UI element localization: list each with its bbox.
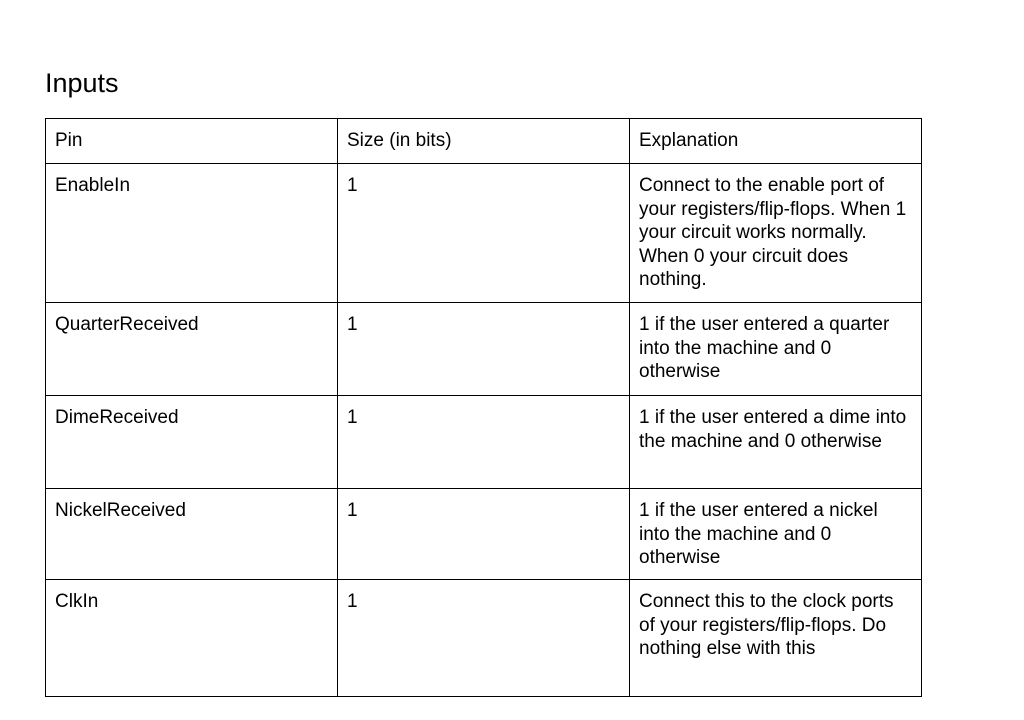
inputs-table: [45, 118, 922, 697]
table-row: [46, 489, 922, 580]
column-header-size: Size (in bits): [338, 119, 630, 164]
section-heading: Inputs: [45, 68, 119, 98]
column-header-explanation: Explanation: [630, 119, 922, 164]
explanation-cell: 1 if the user entered a dime into the machine and 0 otherwise: [630, 396, 922, 489]
pin-cell: DimeReceived: [46, 396, 338, 489]
explanation-cell: 1 if the user entered a nickel into the machine and 0 otherwise: [630, 489, 922, 580]
pin-cell: EnableIn: [46, 164, 338, 303]
column-header-pin: Pin: [46, 119, 338, 164]
size-cell: 1: [338, 580, 630, 697]
size-cell: 1: [338, 164, 630, 303]
table-row: [46, 303, 922, 396]
table-row: [46, 164, 922, 303]
size-cell: 1: [338, 489, 630, 580]
explanation-cell: Connect this to the clock ports of your registers/flip-flops. Do nothing else with this: [630, 580, 922, 697]
explanation-cell: 1 if the user entered a quarter into the machine and 0 otherwise: [630, 303, 922, 396]
pin-cell: ClkIn: [46, 580, 338, 697]
table-header-row: [46, 119, 922, 164]
explanation-cell: Connect to the enable port of your registers/flip-flops. When 1 your circuit works normally. When 0 your circuit does nothing.: [630, 164, 922, 303]
size-cell: 1: [338, 303, 630, 396]
pin-cell: NickelReceived: [46, 489, 338, 580]
pin-cell: QuarterReceived: [46, 303, 338, 396]
table-row: [46, 580, 922, 697]
size-cell: 1: [338, 396, 630, 489]
table-row: [46, 396, 922, 489]
